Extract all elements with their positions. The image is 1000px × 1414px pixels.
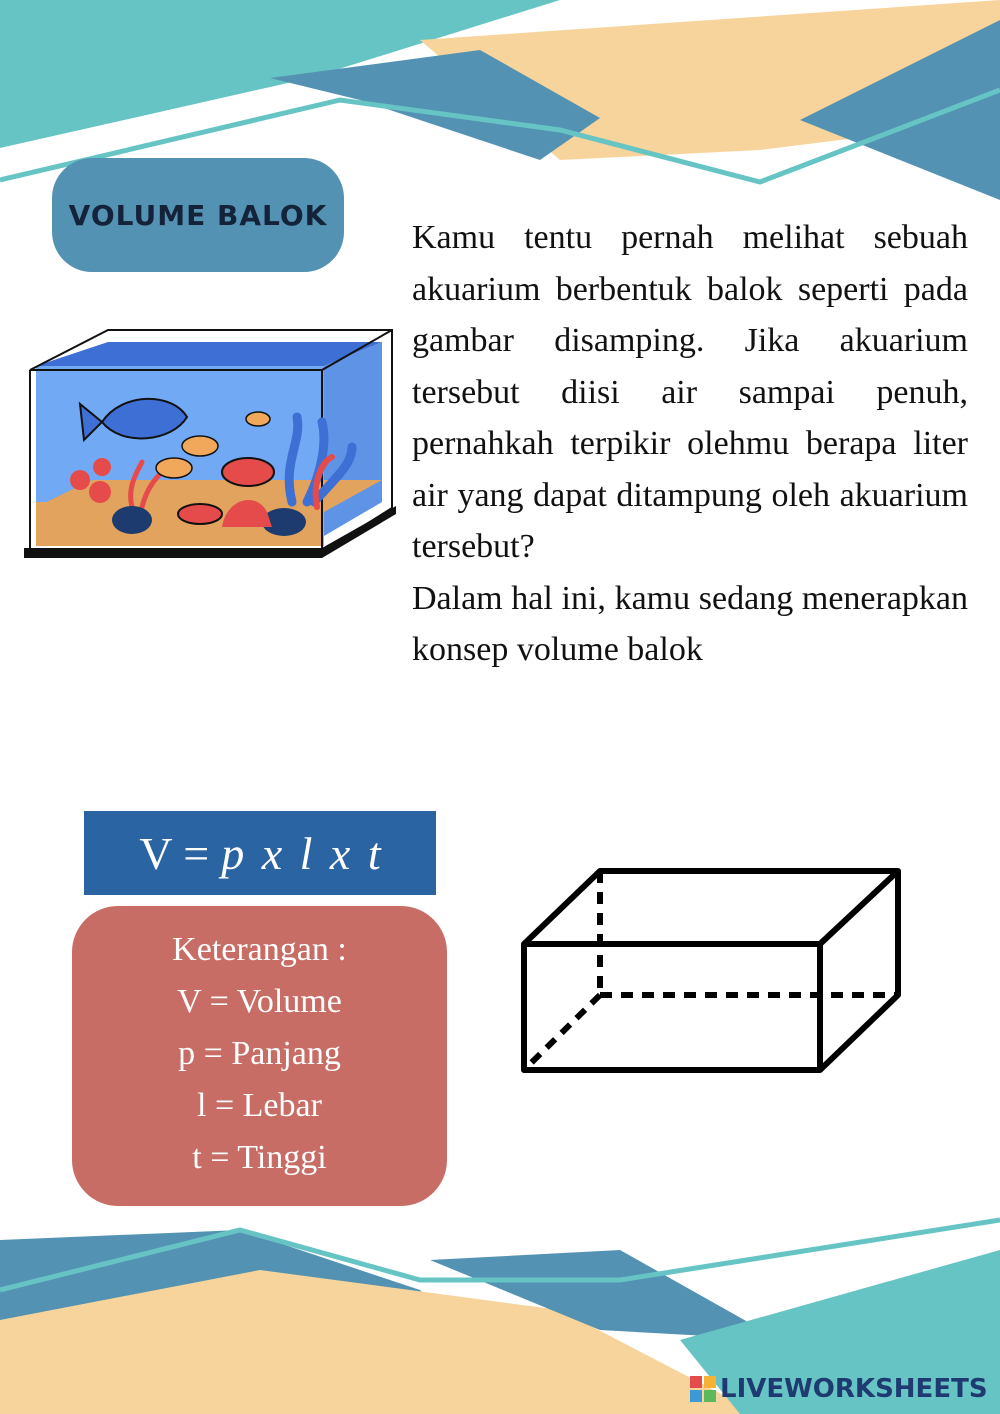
footer-brand — [690, 1372, 988, 1406]
legend-item: p = Panjang — [178, 1035, 341, 1072]
legend-box — [72, 906, 447, 1206]
legend-item: l = Lebar — [197, 1087, 322, 1124]
liveworksheets-logo-icon — [690, 1376, 716, 1402]
brand-name: LIVEWORKSHEETS — [720, 1374, 988, 1404]
page-title: VOLUME BALOK — [52, 158, 344, 272]
aquarium-illustration — [22, 322, 402, 572]
formula-rhs: p x l x t — [221, 827, 381, 879]
legend-heading: Keterangan : — [172, 931, 347, 968]
formula-lhs: V = — [139, 827, 210, 879]
intro-paragraph: Kamu tentu pernah melihat sebuah akuarium berbentuk balok seperti pada gambar disamping. Jika akuarium tersebut diisi air sampai penuh, pernahkah terpikir olehmu berapa liter air yang dapat ditampung oleh akuarium tersebut? — [412, 219, 968, 565]
cuboid-diagram — [515, 862, 907, 1080]
intro-text — [412, 212, 968, 676]
legend-item: V = Volume — [177, 983, 342, 1020]
volume-formula — [84, 811, 436, 895]
intro-paragraph: Dalam hal ini, kamu sedang menerapkan konsep volume balok — [412, 579, 968, 668]
legend-item: t = Tinggi — [192, 1139, 327, 1176]
